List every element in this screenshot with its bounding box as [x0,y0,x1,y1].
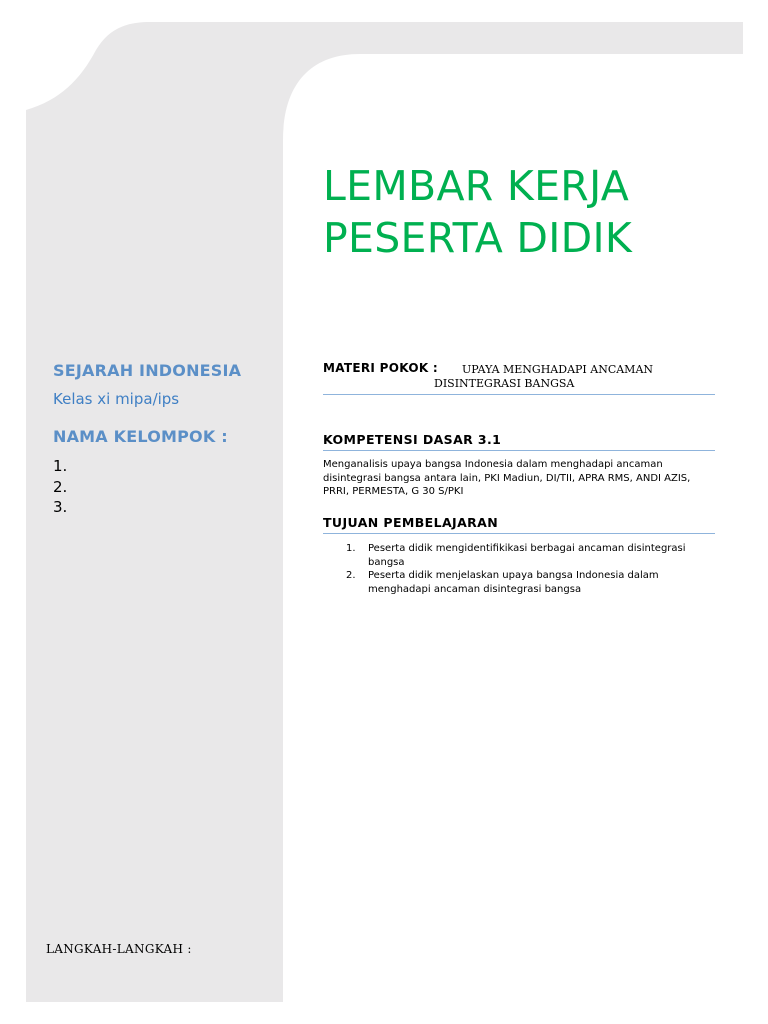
list-item [346,569,718,596]
group-member-list [53,456,67,518]
list-item-number: 2. [346,570,356,581]
document-title-line-2: PESERTA DIDIK [323,214,633,262]
section-divider [323,394,715,395]
materi-pokok-value-line-2: DISINTEGRASI BANGSA [434,377,575,390]
subject-heading: SEJARAH INDONESIA [53,361,242,380]
group-member-item: 1. [53,457,68,475]
steps-label: LANGKAH-LANGKAH : [46,942,192,956]
materi-pokok-value-line-1: UPAYA MENGHADAPI ANCAMAN [462,363,654,376]
list-item-text: Peserta didik menjelaskan upaya bangsa Indonesia dalam menghadapi ancaman disintegrasi bangsa [368,570,659,595]
list-item [346,542,718,569]
kompetensi-dasar-text: Menganalisis upaya bangsa Indonesia dalam menghadapi ancaman disintegrasi bangsa antara lain, PKI Madiun, DI/TII, APRA RMS, ANDI AZIS, PRRI, PERMESTA, G 30 S/PKI [323,459,691,497]
document-title-line-1: LEMBAR KERJA [323,162,630,210]
tujuan-pembelajaran-list [346,542,718,596]
section-divider [323,533,715,534]
class-label: Kelas xi mipa/ips [53,390,180,408]
group-member-item: 2. [53,477,68,496]
list-item-text: Peserta didik mengidentifikikasi berbagai ancaman disintegrasi bangsa [368,543,686,568]
kompetensi-dasar-heading: KOMPETENSI DASAR 3.1 [323,432,502,447]
group-name-heading: NAMA KELOMPOK : [53,427,228,446]
list-item-number: 1. [346,543,356,554]
tujuan-pembelajaran-heading: TUJUAN PEMBELAJARAN [323,515,499,530]
group-member-item: 3. [53,498,68,516]
section-divider [323,450,715,451]
materi-pokok-label: MATERI POKOK : [323,361,438,375]
